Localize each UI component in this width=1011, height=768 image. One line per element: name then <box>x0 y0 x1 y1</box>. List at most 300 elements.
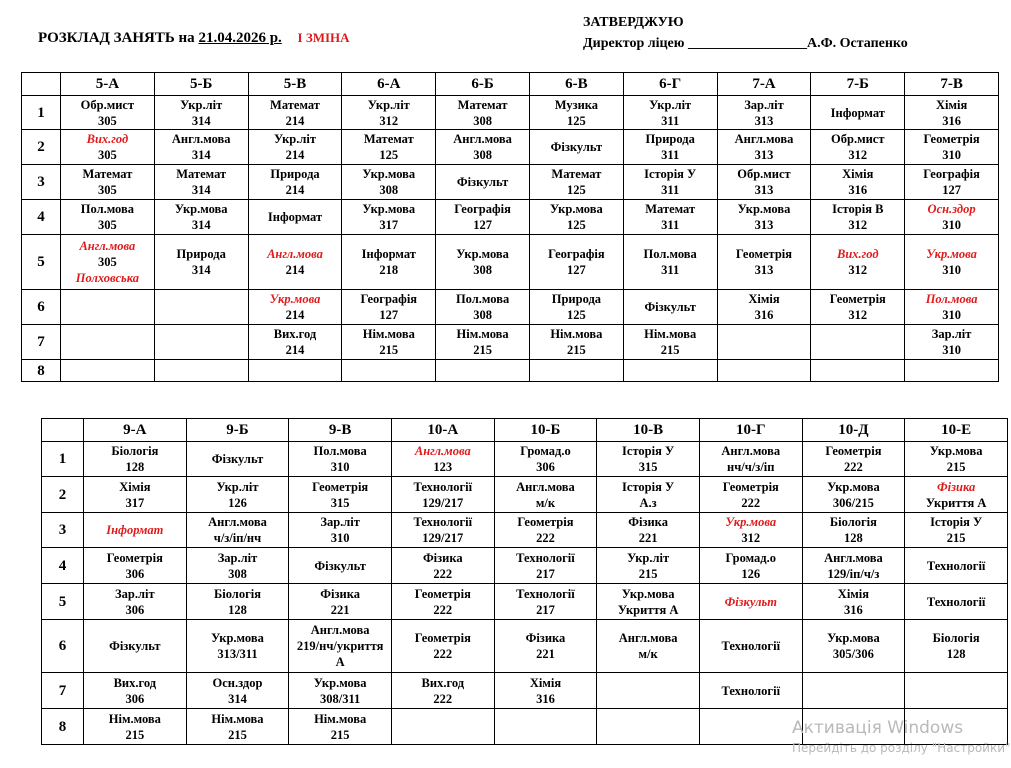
subject: Укр.мова <box>929 444 983 458</box>
room: 306/215 <box>832 495 874 510</box>
subject: Біологія <box>111 444 159 458</box>
room: 222 <box>741 495 761 510</box>
subject: Вих.год <box>421 675 465 690</box>
lesson-cell <box>248 360 342 382</box>
subject: Технології <box>926 558 986 573</box>
lesson-cell <box>84 548 187 584</box>
lesson-cell <box>84 620 187 673</box>
subject: Природа <box>551 292 602 306</box>
lesson-cell <box>289 709 392 745</box>
lesson-cell <box>391 709 494 745</box>
lesson-cell <box>289 584 392 620</box>
title-text: РОЗКЛАД ЗАНЯТЬ на <box>38 30 195 46</box>
lesson-cell <box>717 130 811 165</box>
table-row <box>42 620 1008 673</box>
subject: Історія У <box>644 167 697 181</box>
subject: Укр.літ <box>649 97 692 112</box>
subject: Геометрія <box>735 247 793 261</box>
subject: Геометрія <box>829 292 886 306</box>
subject: Інформат <box>361 247 416 261</box>
lesson-cell <box>342 200 436 235</box>
subject: Фізика <box>628 515 668 529</box>
room: 218 <box>379 263 399 277</box>
lesson-cell <box>529 235 623 290</box>
room: 215 <box>660 343 680 357</box>
lesson-cell <box>61 235 155 290</box>
lesson-cell <box>623 96 717 130</box>
lesson-cell <box>802 620 905 673</box>
lesson-cell <box>61 325 155 360</box>
lesson-cell <box>699 477 802 513</box>
lesson-cell <box>905 673 1008 709</box>
subject: Історія У <box>622 444 675 458</box>
room: 128 <box>228 602 247 617</box>
subject: Історія У <box>622 479 675 494</box>
class-header: 7-А <box>717 73 811 96</box>
room: 128 <box>125 460 145 474</box>
room: 126 <box>741 566 761 581</box>
subject: Геометрія <box>825 444 882 458</box>
room: 214 <box>285 343 305 357</box>
lesson-cell <box>391 620 494 673</box>
lesson-number: 5 <box>42 584 84 620</box>
lesson-cell <box>154 235 248 290</box>
room: 305 <box>98 183 117 197</box>
subject: Природа <box>176 247 226 261</box>
table-row <box>22 130 999 165</box>
lesson-cell <box>248 200 342 235</box>
lesson-cell <box>529 96 623 130</box>
schedule-table-grades-5-7 <box>21 72 999 382</box>
room: 308 <box>473 263 492 277</box>
subject: Обр.мист <box>737 167 791 181</box>
lesson-cell <box>699 673 802 709</box>
lesson-cell <box>436 130 530 165</box>
lesson-number: 4 <box>22 200 61 235</box>
subject: Укр.мова <box>827 631 880 645</box>
lesson-cell <box>436 360 530 382</box>
room: 215 <box>638 566 658 581</box>
lesson-cell <box>529 200 623 235</box>
subject: Фізкульт <box>314 558 366 573</box>
room: 305 <box>98 218 117 232</box>
subject: Технології <box>413 515 473 529</box>
lesson-cell <box>811 325 905 360</box>
room: 312 <box>848 148 868 162</box>
subject: Англ.мова <box>516 479 575 494</box>
lesson-cell <box>494 477 597 513</box>
subject: Укр.мова <box>174 202 228 216</box>
table-row <box>22 360 999 382</box>
room: ч/з/іп/нч <box>213 531 262 545</box>
subject: Пол.мова <box>925 292 978 306</box>
subject: Зар.літ <box>320 515 360 529</box>
subject: Громад.о <box>725 550 777 565</box>
lesson-cell <box>186 548 289 584</box>
room: 125 <box>567 183 586 197</box>
subject: Укр.мова <box>725 515 777 529</box>
lesson-cell <box>802 442 905 477</box>
lesson-cell <box>61 130 155 165</box>
lesson-number: 1 <box>42 442 84 477</box>
subject: Хімія <box>837 586 870 601</box>
subject: Геометрія <box>106 550 163 565</box>
class-header: 10-Б <box>494 419 597 442</box>
lesson-cell <box>699 548 802 584</box>
lesson-number: 3 <box>42 513 84 548</box>
subject: Технології <box>926 594 986 609</box>
lesson-cell <box>597 673 700 709</box>
class-header: 10-Д <box>802 419 905 442</box>
room: 214 <box>285 308 305 322</box>
lesson-cell <box>154 130 248 165</box>
lesson-cell <box>699 709 802 745</box>
room: 125 <box>567 218 586 232</box>
room: 306 <box>125 602 145 617</box>
subject: Хімія <box>119 479 151 494</box>
lesson-cell <box>289 477 392 513</box>
subject: Історія В <box>832 202 884 216</box>
class-header: 10-В <box>597 419 700 442</box>
room: 305 <box>98 113 117 128</box>
lesson-cell <box>342 96 436 130</box>
room: 315 <box>638 460 658 474</box>
subject: Фізкульт <box>550 140 603 154</box>
subject: Зар.літ <box>744 97 784 112</box>
subject: Укр.мова <box>211 631 264 645</box>
schedule-title <box>38 30 350 47</box>
corner-cell <box>42 419 84 442</box>
subject: Нім.мова <box>108 711 161 726</box>
lesson-cell <box>186 584 289 620</box>
subject: Пол.мова <box>80 202 135 216</box>
room: 125 <box>379 148 399 162</box>
room: 219/нч/укриття <box>296 639 384 653</box>
class-header: 6-Г <box>623 73 717 96</box>
room: 310 <box>942 263 961 277</box>
lesson-cell <box>84 442 187 477</box>
lesson-cell <box>811 290 905 325</box>
subject: Англ.мова <box>453 132 512 146</box>
subject: Фізкульт <box>724 594 777 609</box>
room: 310 <box>330 531 350 545</box>
lesson-cell <box>154 165 248 200</box>
subject: Хімія <box>529 675 562 690</box>
subject: Математ <box>457 97 508 112</box>
room: 317 <box>125 495 145 510</box>
subject: Нім.мова <box>211 711 264 726</box>
room: 129/іп/ч/з <box>827 566 880 581</box>
subject: Географія <box>923 167 980 181</box>
lesson-cell <box>905 477 1008 513</box>
subject: Технології <box>721 683 781 698</box>
subject: Англ.мова <box>267 247 323 261</box>
room: 129/217 <box>422 495 464 510</box>
subject: Пол.мова <box>313 444 367 458</box>
subject: Геометрія <box>312 479 369 494</box>
lesson-cell <box>436 165 530 200</box>
lesson-cell <box>436 235 530 290</box>
subject: Фізика <box>937 479 976 494</box>
subject: Геометрія <box>517 515 574 529</box>
lesson-cell <box>905 584 1008 620</box>
lesson-cell <box>802 548 905 584</box>
lesson-cell <box>905 620 1008 673</box>
room: 125 <box>567 113 586 128</box>
subject: Обр.мист <box>831 132 885 146</box>
lesson-number: 2 <box>42 477 84 513</box>
lesson-cell <box>61 96 155 130</box>
lesson-number: 8 <box>42 709 84 745</box>
lesson-cell <box>529 130 623 165</box>
subject: Фізкульт <box>644 300 696 314</box>
class-header: 7-В <box>905 73 999 96</box>
lesson-cell <box>186 620 289 673</box>
lesson-cell <box>699 584 802 620</box>
room: 315 <box>330 495 350 510</box>
subject: Англ.мова <box>171 132 231 146</box>
lesson-cell <box>342 130 436 165</box>
room: 316 <box>844 602 863 617</box>
lesson-cell <box>623 200 717 235</box>
table-row <box>42 548 1008 584</box>
lesson-cell <box>597 620 700 673</box>
room: 308/311 <box>319 691 361 706</box>
room: 222 <box>433 691 453 706</box>
class-header: 9-Б <box>186 419 289 442</box>
subject: Географія <box>548 247 605 261</box>
subject: Пол.мова <box>455 292 510 306</box>
room: 313/311 <box>217 647 258 661</box>
class-header: 10-Г <box>699 419 802 442</box>
class-header: 10-Е <box>905 419 1008 442</box>
subject: Англ.мова <box>310 623 370 637</box>
subject: Укр.мова <box>456 247 509 261</box>
lesson-cell <box>623 235 717 290</box>
room: 123 <box>433 460 453 474</box>
lesson-cell <box>342 290 436 325</box>
room: 310 <box>942 308 961 322</box>
table-row <box>22 200 999 235</box>
lesson-cell <box>597 513 700 548</box>
table-row <box>42 477 1008 513</box>
subject: Обр.мист <box>80 97 135 112</box>
subject: Математ <box>176 167 227 181</box>
lesson-cell <box>597 477 700 513</box>
lesson-cell <box>186 477 289 513</box>
lesson-cell <box>248 96 342 130</box>
subject: Укр.літ <box>367 97 410 112</box>
subject: Математ <box>645 202 696 216</box>
room: 306 <box>125 566 145 581</box>
lesson-cell <box>84 709 187 745</box>
subject: Нім.мова <box>644 327 697 341</box>
room: 128 <box>844 531 863 545</box>
room: 312 <box>741 531 761 545</box>
room: 222 <box>536 531 555 545</box>
room: 311 <box>661 113 680 128</box>
subject: Вих.год <box>113 675 157 690</box>
lesson-cell <box>699 442 802 477</box>
table-header-row <box>22 73 999 96</box>
windows-activation-watermark <box>792 718 1011 758</box>
lesson-cell <box>248 325 342 360</box>
lesson-cell <box>717 325 811 360</box>
lesson-cell <box>597 442 700 477</box>
subject: Математ <box>82 167 133 181</box>
subject: Англ.мова <box>618 631 678 645</box>
lesson-cell <box>342 235 436 290</box>
room: 312 <box>848 263 868 277</box>
lesson-cell <box>494 620 597 673</box>
room: 314 <box>191 218 211 232</box>
room: 217 <box>536 566 555 581</box>
subject: Геометрія <box>414 586 471 601</box>
lesson-cell <box>905 290 999 325</box>
lesson-cell <box>597 709 700 745</box>
lesson-cell <box>494 673 597 709</box>
subject: Нім.мова <box>314 711 367 726</box>
room: 311 <box>661 183 680 197</box>
room: Укриття А <box>925 495 987 510</box>
room: 317 <box>379 218 399 232</box>
lesson-cell <box>342 325 436 360</box>
subject: Хімія <box>935 97 968 112</box>
lesson-cell <box>717 200 811 235</box>
room: м/к <box>535 495 556 510</box>
room: 217 <box>536 602 555 617</box>
lesson-cell <box>699 620 802 673</box>
subject: Нім.мова <box>456 327 509 341</box>
room: 305/306 <box>832 647 874 661</box>
lesson-cell <box>494 709 597 745</box>
class-header: 5-Б <box>154 73 248 96</box>
lesson-cell <box>811 235 905 290</box>
room: 305 <box>98 148 117 162</box>
lesson-cell <box>699 513 802 548</box>
lesson-cell <box>529 290 623 325</box>
room: 308 <box>473 308 492 322</box>
subject: Фізика <box>525 631 566 645</box>
room: А <box>335 655 345 669</box>
subject: Громад.о <box>520 444 571 458</box>
subject: Фізкульт <box>109 639 161 653</box>
room: 310 <box>942 343 961 357</box>
subject: Технології <box>516 586 575 601</box>
lesson-cell <box>802 584 905 620</box>
lesson-cell <box>186 709 289 745</box>
schedule-date: 21.04.2026 р. <box>198 30 282 46</box>
lesson-cell <box>391 513 494 548</box>
room: 316 <box>536 691 555 706</box>
subject: Природа <box>270 167 320 181</box>
lesson-number: 4 <box>42 548 84 584</box>
subject: Географія <box>454 202 511 216</box>
lesson-cell <box>811 165 905 200</box>
class-header: 10-А <box>391 419 494 442</box>
subject: Англ.мова <box>824 550 883 565</box>
lesson-cell <box>436 325 530 360</box>
subject: Укр.мова <box>362 202 416 216</box>
room: 126 <box>228 495 247 510</box>
subject: Укр.мова <box>550 202 603 216</box>
lesson-cell <box>623 290 717 325</box>
subject: Укр.мова <box>926 247 977 261</box>
subject: Музика <box>554 97 599 112</box>
lesson-number: 6 <box>22 290 61 325</box>
room: А.з <box>639 495 657 510</box>
room: 221 <box>638 531 658 545</box>
lesson-cell <box>494 513 597 548</box>
subject: Інформат <box>267 210 323 224</box>
subject: Укр.мова <box>827 479 880 494</box>
room: 128 <box>946 647 966 661</box>
subject: Нім.мова <box>550 327 603 341</box>
subject: Технології <box>721 639 781 653</box>
lesson-cell <box>248 165 342 200</box>
class-header: 6-А <box>342 73 436 96</box>
lesson-cell <box>84 673 187 709</box>
lesson-cell <box>391 548 494 584</box>
room: 311 <box>661 218 680 232</box>
lesson-cell <box>811 360 905 382</box>
room: 310 <box>330 460 350 474</box>
subject: Англ.мова <box>414 444 471 458</box>
room: 129/217 <box>422 531 464 545</box>
room: 311 <box>661 148 680 162</box>
table-header-row <box>42 419 1008 442</box>
subject: Фізкульт <box>211 452 264 466</box>
class-header: 5-А <box>61 73 155 96</box>
room: 312 <box>379 113 399 128</box>
lesson-cell <box>84 584 187 620</box>
room: 314 <box>191 263 211 277</box>
subject: Англ.мова <box>734 132 794 146</box>
room: 313 <box>754 148 774 162</box>
corner-cell <box>22 73 61 96</box>
lesson-cell <box>154 96 248 130</box>
subject: Зар.літ <box>115 586 155 601</box>
class-header: 7-Б <box>811 73 905 96</box>
room: 214 <box>285 263 305 277</box>
lesson-cell <box>717 360 811 382</box>
lesson-cell <box>391 584 494 620</box>
lesson-cell <box>186 442 289 477</box>
subject: Біологія <box>213 586 261 601</box>
lesson-cell <box>494 548 597 584</box>
lesson-cell <box>84 477 187 513</box>
lesson-number: 6 <box>42 620 84 673</box>
class-header: 9-А <box>84 419 187 442</box>
lesson-cell <box>529 325 623 360</box>
lesson-number: 3 <box>22 165 61 200</box>
table-row <box>42 584 1008 620</box>
room: 215 <box>946 460 966 474</box>
lesson-cell <box>391 442 494 477</box>
room: 316 <box>848 183 868 197</box>
room: Полховська <box>75 271 140 285</box>
room: 215 <box>379 343 399 357</box>
room: 308 <box>379 183 399 197</box>
class-header: 6-Б <box>436 73 530 96</box>
lesson-cell <box>289 548 392 584</box>
lesson-cell <box>905 130 999 165</box>
room: 214 <box>285 183 305 197</box>
lesson-number: 1 <box>22 96 61 130</box>
lesson-cell <box>289 442 392 477</box>
lesson-cell <box>154 325 248 360</box>
room: 306 <box>536 460 555 474</box>
